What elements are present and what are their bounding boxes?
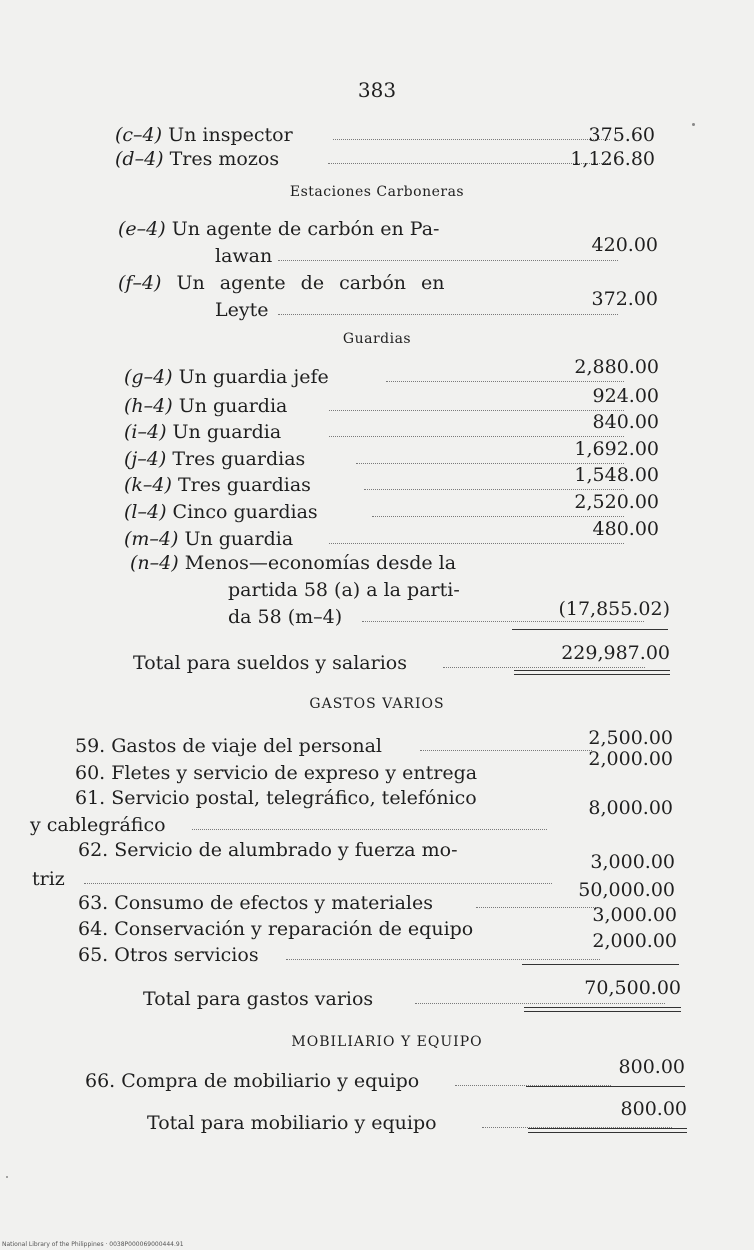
leader-dots (278, 260, 618, 261)
entry-text: Un inspector (168, 124, 293, 146)
entry-row (115, 122, 655, 148)
scan-footer: National Library of the Philippines · 0038P000069000444.91 (2, 1241, 184, 1248)
entry-row-continuation (118, 288, 658, 323)
total-amount: 70,500.00 (584, 977, 681, 999)
entry-text: Un guardia (184, 528, 294, 550)
leader-dots (329, 410, 624, 411)
entry-row-continuation (130, 598, 670, 630)
subtotal-rule (526, 1086, 685, 1087)
entry-amount: 2,520.00 (574, 491, 659, 513)
entry-text: Tres guardias (177, 474, 311, 496)
entry-row (118, 270, 658, 296)
entry-amount: 2,880.00 (574, 356, 659, 378)
entry-amount: 480.00 (592, 518, 659, 540)
line-item (85, 1056, 685, 1094)
entry-text: da 58 (m–4) (228, 606, 343, 628)
line-item (78, 879, 675, 916)
item-text: 59. Gastos de viaje del personal (75, 735, 382, 757)
entry-code: (i–4) (124, 421, 167, 443)
entry-text: Leyte (215, 299, 269, 321)
entry-code: (e–4) (118, 218, 166, 240)
total-double-rule (524, 1007, 681, 1012)
item-text: 66. Compra de mobiliario y equipo (85, 1070, 420, 1092)
entry-text: Cinco guardias (172, 501, 318, 523)
paper-speck (692, 123, 695, 126)
entry-row (124, 385, 659, 419)
entry-amount: 924.00 (592, 385, 659, 407)
total-label: Total para mobiliario y equipo (147, 1112, 437, 1134)
item-amount: 800.00 (618, 1056, 685, 1078)
leader-dots (386, 381, 624, 382)
entry-amount: 840.00 (592, 411, 659, 433)
total-label: Total para gastos varios (143, 988, 374, 1010)
entry-code: (n–4) (130, 552, 179, 574)
subtotal-rule (522, 964, 679, 965)
line-item (75, 727, 673, 759)
leader-dots (372, 516, 624, 517)
entry-text: Tres mozos (169, 148, 280, 170)
entry-text: Un agente de carbón en (176, 272, 445, 294)
section-heading: Estaciones Carboneras (289, 184, 465, 200)
item-amount: 50,000.00 (578, 879, 675, 901)
leader-dots (443, 667, 645, 668)
total-double-rule (528, 1128, 687, 1133)
entry-code: (m–4) (124, 528, 179, 550)
section-heading: MOBILIARIO Y EQUIPO (291, 1034, 483, 1050)
item-text: 65. Otros servicios (78, 944, 259, 966)
entry-code: (c–4) (115, 124, 163, 146)
item-amount: 2,000.00 (592, 930, 677, 952)
item-text: 63. Consumo de efectos y materiales (78, 892, 433, 914)
leader-dots (476, 907, 598, 908)
entry-row (130, 550, 670, 576)
entry-amount: 1,548.00 (574, 464, 659, 486)
total-label: Total para sueldos y salarios (133, 652, 407, 674)
leader-dots (286, 959, 600, 960)
total-double-rule (514, 670, 670, 675)
leader-dots (278, 314, 618, 315)
item-text: 62. Servicio de alumbrado y fuerza mo- (78, 839, 458, 861)
leader-dots (420, 750, 592, 751)
entry-code: (l–4) (124, 501, 167, 523)
line-item (78, 837, 673, 863)
paper-speck (6, 1176, 8, 1178)
entry-row (115, 146, 655, 172)
entry-text: lawan (215, 245, 273, 267)
item-text: 61. Servicio postal, telegráfico, telefónico (75, 787, 477, 809)
item-amount: 3,000.00 (592, 904, 677, 926)
item-amount: 2,500.00 (588, 727, 673, 749)
entry-row (124, 518, 659, 552)
entry-row (124, 356, 659, 390)
leader-dots (329, 543, 624, 544)
subtotal-rule (512, 629, 668, 630)
entry-code: (k–4) (124, 474, 172, 496)
entry-text: Un agente de carbón en Pa- (171, 218, 440, 240)
line-item (75, 785, 673, 811)
item-text: y cablegráfico (30, 814, 166, 836)
entry-code: (d–4) (115, 148, 164, 170)
entry-amount: 1,692.00 (574, 438, 659, 460)
entry-text: Un guardia (178, 395, 288, 417)
entry-amount: 375.60 (588, 124, 655, 146)
leader-dots (328, 163, 610, 164)
entry-amount: (17,855.02) (558, 598, 670, 620)
entry-code: (j–4) (124, 448, 167, 470)
item-amount: 3,000.00 (590, 851, 675, 873)
entry-code: (f–4) (118, 272, 162, 294)
leader-dots (415, 1003, 665, 1004)
item-text: triz (32, 868, 65, 890)
entry-amount: 372.00 (591, 288, 658, 310)
entry-text: Menos—economías desde la (184, 552, 457, 574)
entry-text: Tres guardias (172, 448, 306, 470)
entry-code: (h–4) (124, 395, 173, 417)
item-text: 60. Fletes y servicio de expreso y entrega (75, 762, 478, 784)
section-heading: GASTOS VARIOS (309, 696, 445, 712)
entry-amount: 1,126.80 (570, 148, 655, 170)
total-amount: 800.00 (620, 1098, 687, 1120)
entry-row-continuation (118, 234, 658, 269)
entry-row (124, 491, 659, 525)
entry-text: Un guardia (172, 421, 282, 443)
line-item (75, 748, 673, 786)
entry-text: Un guardia jefe (178, 366, 329, 388)
section-heading: Guardias (342, 331, 412, 347)
item-text: 64. Conservación y reparación de equipo (78, 918, 474, 940)
leader-dots (333, 139, 610, 140)
entry-row (118, 216, 658, 242)
item-amount: 8,000.00 (588, 797, 673, 819)
item-amount: 2,000.00 (588, 748, 673, 770)
entry-text: partida 58 (a) a la parti- (228, 579, 460, 601)
entry-amount: 420.00 (591, 234, 658, 256)
entry-code: (g–4) (124, 366, 173, 388)
total-amount: 229,987.00 (561, 642, 670, 664)
line-item (78, 904, 677, 942)
leader-dots (84, 883, 552, 884)
page-number: 383 (357, 78, 397, 102)
leader-dots (192, 829, 547, 830)
